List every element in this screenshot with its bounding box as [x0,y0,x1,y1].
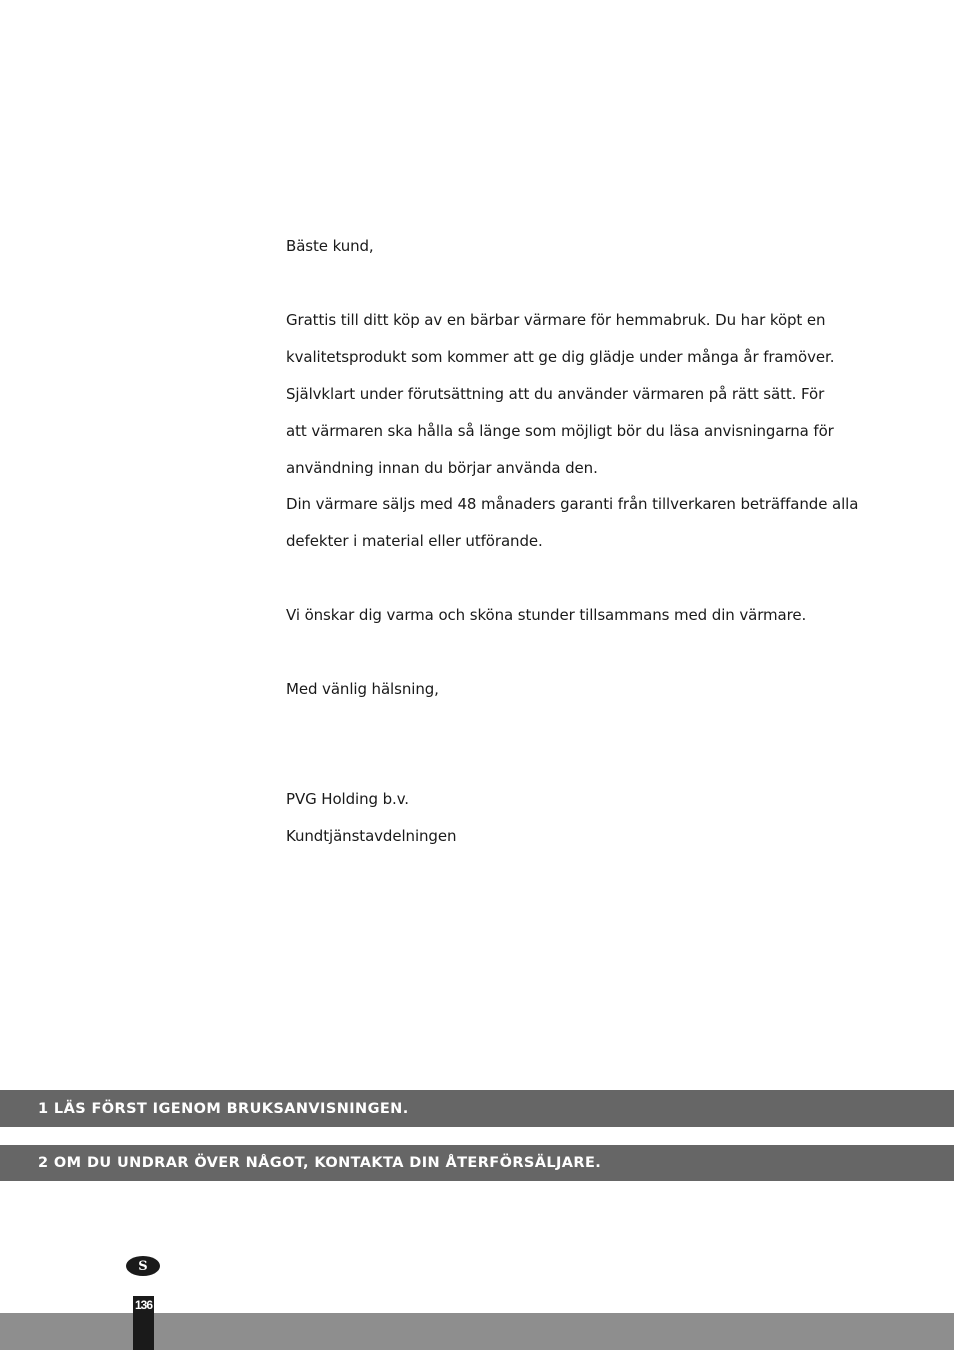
paragraph-line: Självklart under förutsättning att du använder värmaren på rätt sätt. För [286,385,825,403]
closing-text: Med vänlig hälsning, [286,680,439,698]
department-name: Kundtjänstavdelningen [286,827,457,845]
greeting: Bäste kund, [286,237,374,255]
instruction-text: 1 LÄS FÖRST IGENOM BRUKSANVISNINGEN. [38,1100,409,1117]
instruction-banner-2 [0,1145,954,1181]
page-number: 136 [134,1298,153,1312]
paragraph-line: att värmaren ska hålla så länge som möjligt bör du läsa anvisningarna för [286,422,834,440]
paragraph-line: defekter i material eller utförande. [286,532,543,550]
paragraph-line: Din värmare säljs med 48 månaders garanti från tillverkaren beträffande alla [286,495,859,513]
instruction-banner-1 [0,1090,954,1127]
language-badge [126,1256,160,1276]
paragraph-line: Grattis till ditt köp av en bärbar värmare för hemmabruk. Du har köpt en [286,311,826,329]
language-code: S [138,1258,148,1274]
paragraph-line: kvalitetsprodukt som kommer att ge dig glädje under många år framöver. [286,348,835,366]
company-name: PVG Holding b.v. [286,790,409,808]
paragraph-line: användning innan du börjar använda den. [286,459,598,477]
instruction-text: 2 OM DU UNDRAR ÖVER NÅGOT, KONTAKTA DIN ÅTERFÖRSÄLJARE. [38,1155,602,1171]
wish-text: Vi önskar dig varma och sköna stunder tillsammans med din värmare. [286,606,807,624]
